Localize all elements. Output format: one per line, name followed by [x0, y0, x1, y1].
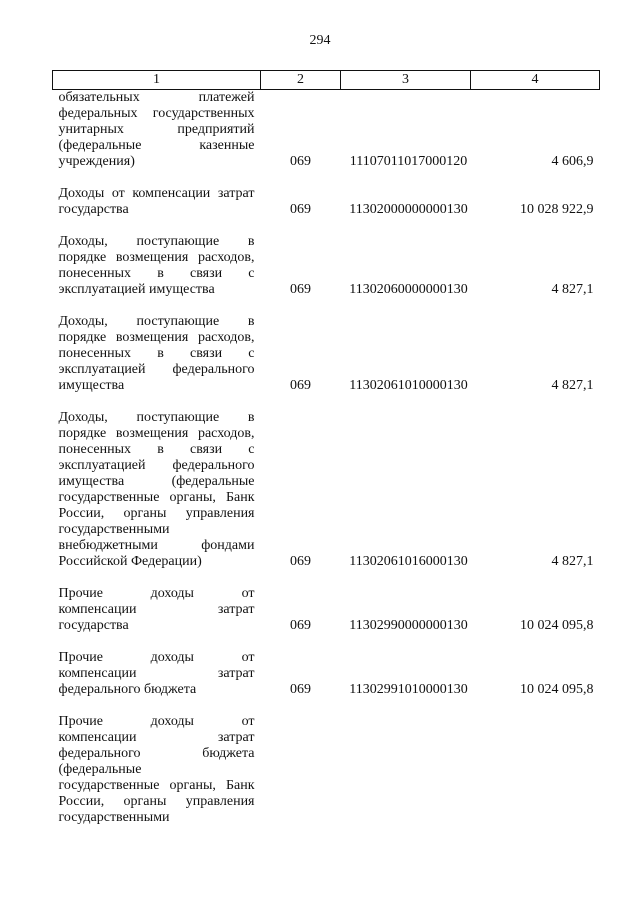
description-line: понесенных в связи с	[58, 442, 255, 457]
description-line: России, органы управления	[58, 794, 255, 809]
description-line: государственными	[58, 810, 170, 825]
row-budget-code: 11107011017000120	[349, 154, 468, 169]
row-amount: 4 606,9	[551, 154, 594, 169]
description-line: (федеральные казенные	[58, 138, 255, 153]
description-line: Доходы от компенсации затрат	[58, 186, 255, 201]
row-budget-code: 11302061010000130	[349, 378, 468, 393]
table-row	[53, 218, 600, 298]
description-line: компенсации затрат	[58, 666, 255, 681]
description-line: обязательных платежей	[58, 90, 255, 105]
row-amount: 4 827,1	[551, 554, 594, 569]
row-budget-code: 11302991010000130	[349, 682, 468, 697]
description-line: Доходы, поступающие в	[58, 314, 255, 329]
description-line: федерального бюджета	[58, 746, 255, 761]
description-line: порядке возмещения расходов,	[58, 250, 255, 265]
description-line: Прочие доходы от	[58, 650, 255, 665]
row-admin-code: 069	[290, 554, 311, 569]
description-line: федеральных государственных	[58, 106, 255, 121]
row-budget-code: 11302060000000130	[349, 282, 468, 297]
row-budget-code: 11302000000000130	[349, 202, 468, 217]
table-row	[53, 698, 600, 826]
description-line: понесенных в связи с	[58, 266, 255, 281]
row-amount: 10 024 095,8	[520, 618, 594, 633]
description-line: государственные органы, Банк	[58, 490, 255, 505]
description-line: России, органы управления	[58, 506, 255, 521]
row-admin-code	[261, 698, 341, 826]
row-description	[53, 90, 261, 171]
description-line: государства	[58, 202, 129, 217]
revenue-table-sheet	[52, 70, 599, 826]
row-amount: 4 827,1	[551, 282, 594, 297]
description-line: имущества (федеральные	[58, 474, 255, 489]
row-admin-code: 069	[290, 202, 311, 217]
description-line: порядке возмещения расходов,	[58, 426, 255, 441]
row-description	[53, 170, 261, 218]
description-line: Доходы, поступающие в	[58, 410, 255, 425]
row-admin-code: 069	[290, 378, 311, 393]
table-header	[53, 71, 600, 90]
revenue-table	[52, 70, 600, 826]
description-line: эксплуатацией имущества	[58, 282, 215, 297]
row-admin-code: 069	[290, 282, 311, 297]
description-line: Российской Федерации)	[58, 554, 202, 569]
description-line: компенсации затрат	[58, 602, 255, 617]
row-admin-code: 069	[290, 618, 311, 633]
header-col-3: 3	[341, 71, 471, 90]
table-row	[53, 170, 600, 218]
header-col-2: 2	[261, 71, 341, 90]
description-line: государственными	[58, 522, 170, 537]
description-line: учреждения)	[58, 154, 135, 169]
header-col-4: 4	[471, 71, 600, 90]
description-line: государственные органы, Банк	[58, 778, 255, 793]
description-line: эксплуатацией федерального	[58, 458, 255, 473]
table-row	[53, 90, 600, 171]
description-line: эксплуатацией федерального	[58, 362, 255, 377]
table-body	[53, 90, 600, 827]
description-line: имущества	[58, 378, 125, 393]
table-row	[53, 570, 600, 634]
page-number: 294	[309, 33, 331, 48]
row-budget-code: 11302061016000130	[349, 554, 468, 569]
description-line: Прочие доходы от	[58, 714, 255, 729]
row-description	[53, 698, 261, 826]
header-col-1: 1	[53, 71, 261, 90]
row-amount	[471, 698, 600, 826]
row-description	[53, 218, 261, 298]
description-line: Доходы, поступающие в	[58, 234, 255, 249]
row-amount: 10 028 922,9	[520, 202, 594, 217]
row-admin-code: 069	[290, 682, 311, 697]
table-row	[53, 634, 600, 698]
row-budget-code	[341, 698, 471, 826]
description-line: унитарных предприятий	[58, 122, 255, 137]
row-description	[53, 394, 261, 570]
row-admin-code: 069	[290, 154, 311, 169]
description-line: понесенных в связи с	[58, 346, 255, 361]
description-line: федерального бюджета	[58, 682, 197, 697]
table-row	[53, 298, 600, 394]
row-description	[53, 634, 261, 698]
description-line: порядке возмещения расходов,	[58, 330, 255, 345]
description-line: внебюджетными фондами	[58, 538, 255, 553]
row-amount: 4 827,1	[551, 378, 594, 393]
row-budget-code: 11302990000000130	[349, 618, 468, 633]
description-line: компенсации затрат	[58, 730, 255, 745]
description-line: государства	[58, 618, 129, 633]
row-amount: 10 024 095,8	[520, 682, 594, 697]
table-row	[53, 394, 600, 570]
description-line: Прочие доходы от	[58, 586, 255, 601]
description-line: (федеральные	[58, 762, 142, 777]
row-description	[53, 570, 261, 634]
row-description	[53, 298, 261, 394]
